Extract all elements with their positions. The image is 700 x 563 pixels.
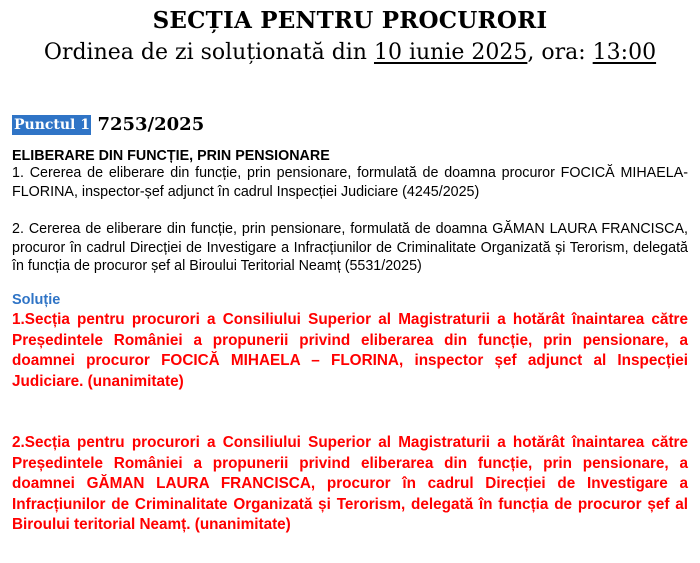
request-1: 1. Cererea de eliberare din funcție, prin pensionare, formulată de doamna procuror FOCICĂ MIHAELA-FLORINA, inspector-șef adjunct în cadrul Inspecției Judiciare (4245/2025) bbox=[12, 165, 688, 200]
agenda-point-heading: ELIBERARE DIN FUNCȚIE, PRIN PENSIONARE bbox=[12, 148, 330, 164]
request-2: 2. Cererea de eliberare din funcție, prin pensionare, formulată de doamna GĂMAN LAURA FRANCISCA, procuror în cadrul Direcției de Investigare a Infracțiunilor de Criminalitate Organizată și Terorism, delegată în funcția de procuror șef al Biroului Teritorial Neamț (5531/2025) bbox=[12, 221, 688, 274]
page-subtitle bbox=[0, 38, 700, 68]
subtitle-prefix: Ordinea de zi soluționată din bbox=[43, 40, 374, 65]
agenda-point-header bbox=[12, 114, 204, 138]
solution-1: 1.Secția pentru procurori a Consiliului Superior al Magistraturii a hotărât înaintarea către Președintele României a propunerii privind eliberarea din funcție, prin pensionare, a doamnei procuror FOCICĂ MIHAELA – FLORINA, inspector șef adjunct al Inspecției Judiciare. (unanimitate) bbox=[12, 311, 688, 390]
page-title: SECȚIA PENTRU PROCURORI bbox=[152, 7, 548, 34]
session-time: 13:00 bbox=[592, 40, 657, 65]
subtitle-mid: , ora: bbox=[527, 40, 593, 65]
solution-2: 2.Secția pentru procurori a Consiliului Superior al Magistraturii a hotărât înaintarea către Președintele României a propunerii privind eliberarea din funcție, prin pensionare, a doamnei GĂMAN LAURA FRANCISCA, procuror în cadrul Direcției de Investigare a Infracțiunilor de Criminalitate Organizată și Terorism, delegată în funcția de procuror șef al Biroului teritorial Neamț. (unanimitate) bbox=[12, 434, 688, 533]
agenda-point-number: 7253/2025 bbox=[97, 114, 205, 135]
solution-label: Soluție bbox=[12, 292, 61, 308]
session-date: 10 iunie 2025 bbox=[373, 40, 528, 65]
agenda-point-label: Punctul 1 bbox=[14, 116, 90, 133]
